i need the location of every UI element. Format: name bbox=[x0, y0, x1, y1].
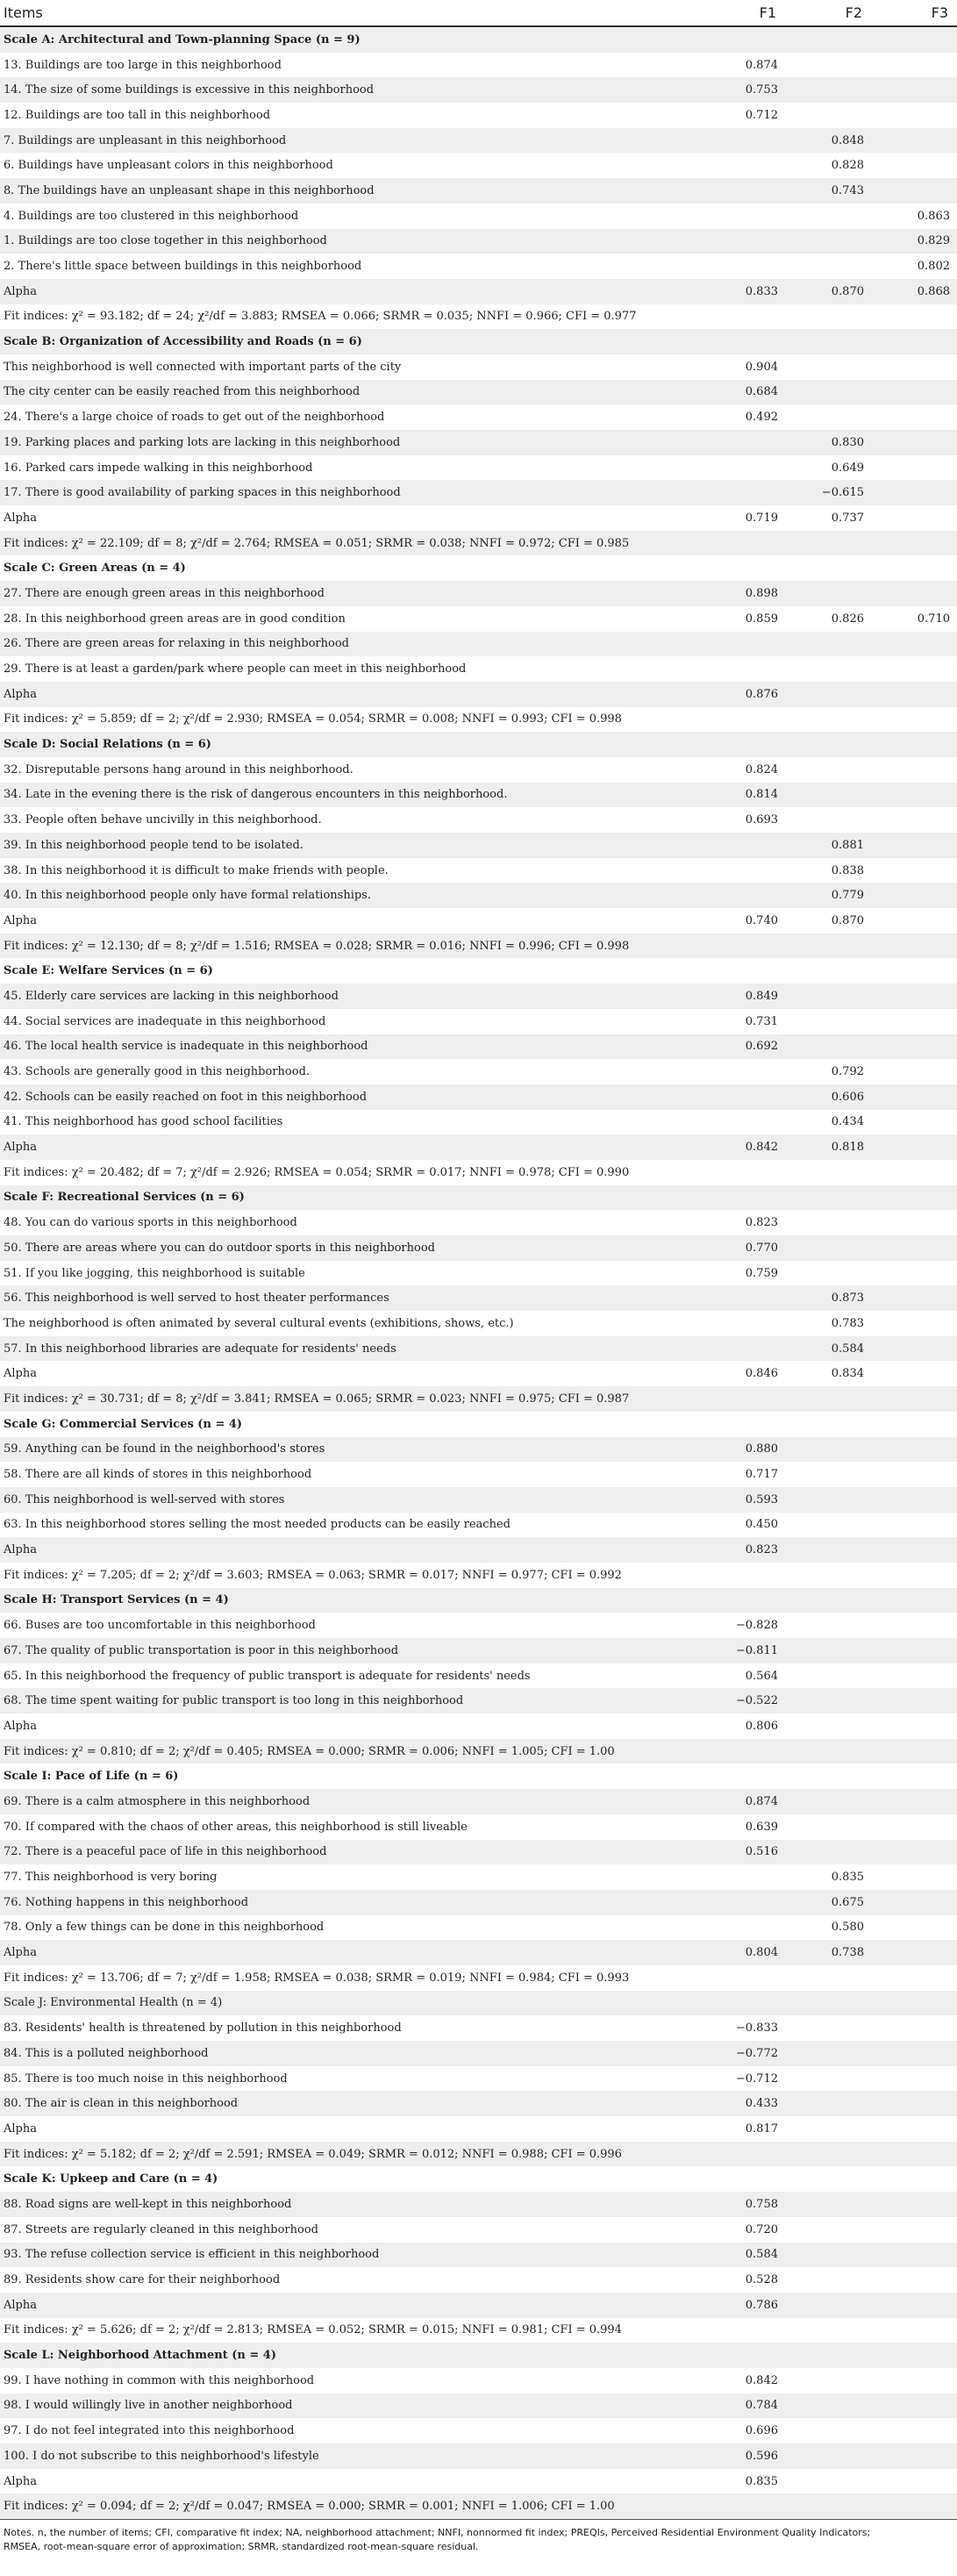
table-row bbox=[0, 455, 957, 481]
table-row bbox=[0, 254, 957, 279]
row-f1: −0.811 bbox=[735, 1643, 778, 1657]
row-f2: 0.870 bbox=[831, 913, 864, 927]
row-f1: 0.719 bbox=[745, 511, 778, 525]
row-f2: 0.838 bbox=[831, 863, 864, 877]
table-row bbox=[0, 2116, 957, 2142]
table-notes bbox=[0, 2519, 957, 2554]
scale-heading-row bbox=[0, 329, 957, 354]
row-f2: 0.779 bbox=[831, 889, 864, 903]
table-row bbox=[0, 1638, 957, 1664]
row-f1: 0.450 bbox=[745, 1518, 778, 1532]
row-f1: 0.740 bbox=[745, 913, 778, 927]
table-row bbox=[0, 833, 957, 858]
row-f2: 0.783 bbox=[831, 1316, 864, 1330]
row-item: Fit indices: χ² = 12.130; df = 8; χ²/df = 1.516; RMSEA = 0.028; SRMR = 0.016; NNFI = 0.996; CFI = 0.998 bbox=[4, 939, 630, 953]
row-item: Scale E: Welfare Services (n = 6) bbox=[4, 964, 213, 978]
scale-heading-row bbox=[0, 1185, 957, 1211]
row-f1: −0.828 bbox=[735, 1619, 778, 1633]
row-item: 27. There are enough green areas in this neighborhood bbox=[4, 586, 325, 600]
row-item: Scale B: Organization of Accessibility and Roads (n = 6) bbox=[4, 335, 362, 349]
row-item: 50. There are areas where you can do outdoor sports in this neighborhood bbox=[4, 1241, 435, 1255]
table-row bbox=[0, 505, 957, 531]
table-row bbox=[0, 2444, 957, 2469]
row-f1: 0.814 bbox=[745, 788, 778, 802]
header-items: Items bbox=[4, 4, 43, 21]
row-item: 6. Buildings have unpleasant colors in this neighborhood bbox=[4, 159, 333, 173]
fit-indices-row bbox=[0, 2142, 957, 2167]
fit-indices-row bbox=[0, 1160, 957, 1185]
row-f1: 0.874 bbox=[745, 58, 778, 72]
table-row bbox=[0, 380, 957, 405]
row-item: Fit indices: χ² = 0.810; df = 2; χ²/df = 0.405; RMSEA = 0.000; SRMR = 0.006; NNFI = 1.005; CFI = 1.00 bbox=[4, 1744, 615, 1758]
row-item: 34. Late in the evening there is the risk of dangerous encounters in this neighborhood. bbox=[4, 788, 508, 802]
row-f1: 0.824 bbox=[745, 762, 778, 776]
fit-indices-row bbox=[0, 1563, 957, 1588]
row-f1: 0.849 bbox=[745, 989, 778, 1003]
table-row bbox=[0, 581, 957, 606]
row-item: 93. The refuse collection service is efficient in this neighborhood bbox=[4, 2248, 380, 2262]
row-item: Alpha bbox=[4, 913, 37, 927]
header-f3: F3 bbox=[931, 4, 948, 21]
row-f1: 0.823 bbox=[745, 1216, 778, 1230]
row-item: 70. If compared with the chaos of other areas, this neighborhood is still liveable bbox=[4, 1820, 468, 1834]
scale-heading-row bbox=[0, 27, 957, 53]
row-item: Fit indices: χ² = 7.205; df = 2; χ²/df = 3.603; RMSEA = 0.063; SRMR = 0.017; NNFI = 0.977; CFI = 0.992 bbox=[4, 1568, 622, 1582]
row-f1: 0.528 bbox=[745, 2273, 778, 2287]
row-item: 65. In this neighborhood the frequency of public transport is adequate for residents' needs bbox=[4, 1669, 531, 1683]
row-item: 7. Buildings are unpleasant in this neighborhood bbox=[4, 133, 287, 147]
table-row bbox=[0, 858, 957, 884]
row-item: Scale G: Commercial Services (n = 4) bbox=[4, 1417, 243, 1431]
row-f3: 0.829 bbox=[917, 234, 950, 248]
header-f1: F1 bbox=[759, 4, 776, 21]
row-item: 59. Anything can be found in the neighborhood's stores bbox=[4, 1442, 325, 1456]
table-row bbox=[0, 1664, 957, 1689]
row-item: Scale K: Upkeep and Care (n = 4) bbox=[4, 2172, 218, 2186]
table-row bbox=[0, 1915, 957, 1941]
row-item: Fit indices: χ² = 22.109; df = 8; χ²/df = 2.764; RMSEA = 0.051; SRMR = 0.038; NNFI = 0.972; CFI = 0.985 bbox=[4, 536, 630, 550]
row-f1: 0.584 bbox=[745, 2248, 778, 2262]
table-row bbox=[0, 2469, 957, 2494]
table-row bbox=[0, 229, 957, 254]
table-row bbox=[0, 883, 957, 908]
row-item: 28. In this neighborhood green areas are in good condition bbox=[4, 612, 346, 626]
row-item: 68. The time spent waiting for public transport is too long in this neighborhood bbox=[4, 1694, 464, 1708]
table-row bbox=[0, 1059, 957, 1084]
row-item: The city center can be easily reached from this neighborhood bbox=[4, 385, 361, 399]
row-f1: 0.833 bbox=[745, 284, 778, 298]
row-item: 43. Schools are generally good in this neighborhood. bbox=[4, 1065, 311, 1079]
table-row bbox=[0, 2293, 957, 2318]
table-row bbox=[0, 153, 957, 178]
row-item: 42. Schools can be easily reached on foot in this neighborhood bbox=[4, 1090, 368, 1104]
row-f1: 0.712 bbox=[745, 108, 778, 122]
row-item: Alpha bbox=[4, 2298, 37, 2312]
row-f2: 0.881 bbox=[831, 838, 864, 852]
fit-indices-row bbox=[0, 1739, 957, 1764]
table-row bbox=[0, 2217, 957, 2243]
row-f1: 0.516 bbox=[745, 1845, 778, 1859]
row-item: 80. The air is clean in this neighborhood bbox=[4, 2097, 239, 2111]
scale-heading-row bbox=[0, 1764, 957, 1789]
table-row bbox=[0, 1009, 957, 1034]
table-row bbox=[0, 632, 957, 657]
row-item: Fit indices: χ² = 13.706; df = 7; χ²/df = 1.958; RMSEA = 0.038; SRMR = 0.019; NNFI = 0.984; CFI = 0.993 bbox=[4, 1971, 630, 1985]
scale-heading-row bbox=[0, 732, 957, 757]
table-row bbox=[0, 77, 957, 103]
row-item: 29. There is at least a garden/park where people can meet in this neighborhood bbox=[4, 662, 467, 676]
row-item: Scale L: Neighborhood Attachment (n = 4) bbox=[4, 2349, 276, 2363]
table-row bbox=[0, 2418, 957, 2444]
row-item: 48. You can do various sports in this neighborhood bbox=[4, 1216, 297, 1230]
table-row bbox=[0, 178, 957, 204]
row-item: 58. There are all kinds of stores in this neighborhood bbox=[4, 1468, 312, 1482]
table-row bbox=[0, 1789, 957, 1814]
fit-indices-row bbox=[0, 304, 957, 330]
table-row bbox=[0, 682, 957, 707]
row-f1: 0.731 bbox=[745, 1014, 778, 1028]
table-row bbox=[0, 1110, 957, 1135]
table-header bbox=[0, 0, 957, 25]
row-f1: 0.564 bbox=[745, 1669, 778, 1683]
row-f2: 0.606 bbox=[831, 1090, 864, 1104]
row-f2: 0.738 bbox=[831, 1946, 864, 1960]
row-f1: 0.593 bbox=[745, 1492, 778, 1506]
row-f3: 0.802 bbox=[917, 260, 950, 274]
row-item: 24. There's a large choice of roads to get out of the neighborhood bbox=[4, 411, 385, 425]
row-item: Scale F: Recreational Services (n = 6) bbox=[4, 1191, 245, 1205]
row-item: Fit indices: χ² = 5.182; df = 2; χ²/df = 2.591; RMSEA = 0.049; SRMR = 0.012; NNFI = 0.988; CFI = 0.996 bbox=[4, 2147, 622, 2161]
row-f2: 0.649 bbox=[831, 461, 864, 475]
row-f2: 0.873 bbox=[831, 1292, 864, 1306]
fit-indices-row bbox=[0, 934, 957, 959]
row-f2: 0.828 bbox=[831, 159, 864, 173]
table-row bbox=[0, 783, 957, 808]
row-f1: 0.880 bbox=[745, 1442, 778, 1456]
row-item: 60. This neighborhood is well-served with stores bbox=[4, 1492, 285, 1506]
row-item: Alpha bbox=[4, 2474, 37, 2488]
row-item: 2. There's little space between buildings in this neighborhood bbox=[4, 260, 362, 274]
table-row bbox=[0, 1613, 957, 1638]
fit-indices-row bbox=[0, 707, 957, 733]
row-item: Alpha bbox=[4, 1367, 37, 1381]
row-item: Fit indices: χ² = 20.482; df = 7; χ²/df = 2.926; RMSEA = 0.054; SRMR = 0.017; NNFI = 0.978; CFI = 0.990 bbox=[4, 1165, 630, 1179]
row-item: 17. There is good availability of parking spaces in this neighborhood bbox=[4, 486, 401, 500]
row-f1: −0.772 bbox=[735, 2046, 778, 2060]
row-item: 78. Only a few things can be done in this neighborhood bbox=[4, 1921, 325, 1935]
row-f3: 0.863 bbox=[917, 209, 950, 223]
row-f1: 0.786 bbox=[745, 2298, 778, 2312]
row-f1: −0.712 bbox=[735, 2072, 778, 2086]
row-item: 32. Disreputable persons hang around in this neighborhood. bbox=[4, 762, 354, 776]
scale-heading-row bbox=[0, 2166, 957, 2192]
row-f1: 0.692 bbox=[745, 1040, 778, 1054]
row-item: 41. This neighborhood has good school facilities bbox=[4, 1115, 283, 1129]
row-item: Alpha bbox=[4, 284, 37, 298]
row-item: Alpha bbox=[4, 511, 37, 525]
table-row bbox=[0, 606, 957, 632]
row-item: Scale J: Environmental Health (n = 4) bbox=[4, 1996, 223, 2010]
row-item: 76. Nothing happens in this neighborhood bbox=[4, 1895, 249, 1909]
table-row bbox=[0, 984, 957, 1009]
table-row bbox=[0, 2041, 957, 2066]
scale-heading-row bbox=[0, 2343, 957, 2368]
row-f2: 0.584 bbox=[831, 1342, 864, 1356]
table-row bbox=[0, 1840, 957, 1865]
row-f1: 0.898 bbox=[745, 586, 778, 600]
row-item: 14. The size of some buildings is excessive in this neighborhood bbox=[4, 83, 375, 97]
notes-line-2: RMSEA, root-mean-square error of approximation; SRMR, standardized root-mean-square residual. bbox=[4, 2541, 479, 2553]
row-item: 13. Buildings are too large in this neighborhood bbox=[4, 58, 282, 72]
row-item: 57. In this neighborhood libraries are adequate for residents' needs bbox=[4, 1342, 396, 1356]
fit-indices-row bbox=[0, 2494, 957, 2519]
scale-heading-row bbox=[0, 1991, 957, 2016]
scale-heading-row bbox=[0, 958, 957, 984]
row-item: 46. The local health service is inadequate in this neighborhood bbox=[4, 1040, 368, 1054]
table-row bbox=[0, 1890, 957, 1915]
row-item: The neighborhood is often animated by several cultural events (exhibitions, shows, etc.) bbox=[4, 1316, 514, 1330]
scale-heading-row bbox=[0, 1412, 957, 1437]
notes-line-1: Notes. n, the number of items; CFI, comparative fit index; NA, neighborhood attachment; NNFI, nonnormed fit index; PREQIs, Perceived Residential Environment Quality Indicators; bbox=[4, 2527, 871, 2539]
row-f1: 0.874 bbox=[745, 1794, 778, 1808]
row-item: Fit indices: χ² = 5.859; df = 2; χ²/df = 2.930; RMSEA = 0.054; SRMR = 0.008; NNFI = 0.993; CFI = 0.998 bbox=[4, 712, 622, 726]
row-item: 88. Road signs are well-kept in this neighborhood bbox=[4, 2197, 292, 2211]
row-f2: 0.792 bbox=[831, 1065, 864, 1079]
table-row bbox=[0, 2394, 957, 2419]
table-row bbox=[0, 354, 957, 380]
table-row bbox=[0, 1814, 957, 1840]
row-f3: 0.868 bbox=[917, 284, 950, 298]
row-item: 83. Residents' health is threatened by pollution in this neighborhood bbox=[4, 2021, 402, 2036]
table-row bbox=[0, 204, 957, 229]
row-item: Alpha bbox=[4, 687, 37, 701]
table-row bbox=[0, 480, 957, 505]
table-row bbox=[0, 1311, 957, 1336]
row-item: 26. There are green areas for relaxing in this neighborhood bbox=[4, 637, 349, 651]
row-item: 66. Buses are too uncomfortable in this neighborhood bbox=[4, 1619, 316, 1633]
table-row bbox=[0, 1864, 957, 1890]
row-item: 39. In this neighborhood people tend to be isolated. bbox=[4, 838, 304, 852]
row-item: 85. There is too much noise in this neighborhood bbox=[4, 2072, 288, 2086]
fit-indices-row bbox=[0, 1965, 957, 1991]
row-item: 1. Buildings are too close together in this neighborhood bbox=[4, 234, 327, 248]
row-f1: −0.522 bbox=[735, 1694, 778, 1708]
table-row bbox=[0, 1210, 957, 1235]
table-row bbox=[0, 1513, 957, 1538]
table-row bbox=[0, 1714, 957, 1739]
table-row bbox=[0, 103, 957, 128]
row-f2: 0.835 bbox=[831, 1871, 864, 1885]
row-f2: 0.848 bbox=[831, 133, 864, 147]
row-item: Alpha bbox=[4, 1141, 37, 1155]
row-f1: 0.823 bbox=[745, 1543, 778, 1557]
table-row bbox=[0, 279, 957, 304]
row-f2: 0.434 bbox=[831, 1115, 864, 1129]
row-item: 72. There is a peaceful pace of life in this neighborhood bbox=[4, 1845, 327, 1859]
row-f2: 0.675 bbox=[831, 1895, 864, 1909]
table-row bbox=[0, 1537, 957, 1563]
row-item: 16. Parked cars impede walking in this neighborhood bbox=[4, 461, 313, 475]
row-f1: 0.758 bbox=[745, 2197, 778, 2211]
table-row bbox=[0, 1034, 957, 1060]
table-row bbox=[0, 1134, 957, 1160]
row-item: 67. The quality of public transportation is poor in this neighborhood bbox=[4, 1643, 399, 1657]
fit-indices-row bbox=[0, 2318, 957, 2343]
row-item: This neighborhood is well connected with important parts of the city bbox=[4, 360, 402, 374]
row-item: Alpha bbox=[4, 1946, 37, 1960]
row-item: 69. There is a calm atmosphere in this neighborhood bbox=[4, 1794, 311, 1808]
row-item: 12. Buildings are too tall in this neighborhood bbox=[4, 108, 271, 122]
row-item: Scale D: Social Relations (n = 6) bbox=[4, 738, 211, 752]
row-item: 97. I do not feel integrated into this neighborhood bbox=[4, 2424, 295, 2438]
row-item: 77. This neighborhood is very boring bbox=[4, 1871, 218, 1885]
row-f2: 0.870 bbox=[831, 284, 864, 298]
row-item: 45. Elderly care services are lacking in this neighborhood bbox=[4, 989, 339, 1003]
row-f1: 0.684 bbox=[745, 385, 778, 399]
row-f1: 0.784 bbox=[745, 2399, 778, 2413]
row-f1: 0.759 bbox=[745, 1266, 778, 1280]
row-f1: 0.639 bbox=[745, 1820, 778, 1834]
row-item: Alpha bbox=[4, 2122, 37, 2136]
table-row bbox=[0, 1261, 957, 1286]
scale-heading-row bbox=[0, 1588, 957, 1614]
row-f1: 0.835 bbox=[745, 2474, 778, 2488]
row-item: 84. This is a polluted neighborhood bbox=[4, 2046, 209, 2060]
table-row bbox=[0, 2015, 957, 2041]
table-row bbox=[0, 1361, 957, 1386]
row-item: 87. Streets are regularly cleaned in this neighborhood bbox=[4, 2222, 318, 2236]
row-f1: 0.859 bbox=[745, 612, 778, 626]
table-row bbox=[0, 1336, 957, 1362]
table-row bbox=[0, 2192, 957, 2217]
row-f1: 0.904 bbox=[745, 360, 778, 374]
row-f2: 0.818 bbox=[831, 1141, 864, 1155]
row-item: 99. I have nothing in common with this neighborhood bbox=[4, 2373, 315, 2387]
row-f2: 0.834 bbox=[831, 1367, 864, 1381]
row-f1: 0.770 bbox=[745, 1241, 778, 1255]
row-item: Scale I: Pace of Life (n = 6) bbox=[4, 1770, 179, 1784]
table-row bbox=[0, 2091, 957, 2116]
row-item: Fit indices: χ² = 0.094; df = 2; χ²/df = 0.047; RMSEA = 0.000; SRMR = 0.001; NNFI = 1.006; CFI = 1.00 bbox=[4, 2500, 615, 2514]
row-f1: 0.433 bbox=[745, 2097, 778, 2111]
row-item: Alpha bbox=[4, 1719, 37, 1733]
row-item: Alpha bbox=[4, 1543, 37, 1557]
table-row bbox=[0, 807, 957, 833]
row-item: 51. If you like jogging, this neighborhood is suitable bbox=[4, 1266, 305, 1280]
row-item: 4. Buildings are too clustered in this neighborhood bbox=[4, 209, 299, 223]
scale-heading-row bbox=[0, 555, 957, 581]
row-f1: 0.806 bbox=[745, 1719, 778, 1733]
table-row bbox=[0, 656, 957, 682]
table-row bbox=[0, 1084, 957, 1110]
row-f1: −0.833 bbox=[735, 2021, 778, 2036]
row-item: 44. Social services are inadequate in this neighborhood bbox=[4, 1014, 326, 1028]
table-row bbox=[0, 1437, 957, 1463]
row-f1: 0.696 bbox=[745, 2424, 778, 2438]
table-row bbox=[0, 2368, 957, 2394]
row-f2: 0.737 bbox=[831, 511, 864, 525]
row-item: 89. Residents show care for their neighborhood bbox=[4, 2273, 281, 2287]
row-item: Fit indices: χ² = 5.626; df = 2; χ²/df = 2.813; RMSEA = 0.052; SRMR = 0.015; NNFI = 0.981; CFI = 0.994 bbox=[4, 2323, 622, 2337]
table-row bbox=[0, 1487, 957, 1513]
row-f1: 0.846 bbox=[745, 1367, 778, 1381]
fit-indices-row bbox=[0, 1386, 957, 1412]
row-f1: 0.596 bbox=[745, 2449, 778, 2463]
row-f2: 0.743 bbox=[831, 183, 864, 197]
table-row bbox=[0, 2066, 957, 2092]
row-item: Fit indices: χ² = 30.731; df = 8; χ²/df = 3.841; RMSEA = 0.065; SRMR = 0.023; NNFI = 0.975; CFI = 0.987 bbox=[4, 1392, 630, 1406]
header-f2: F2 bbox=[845, 4, 862, 21]
row-f1: 0.753 bbox=[745, 83, 778, 97]
row-f1: 0.817 bbox=[745, 2122, 778, 2136]
row-item: 63. In this neighborhood stores selling the most needed products can be easily reached bbox=[4, 1518, 511, 1532]
row-item: Fit indices: χ² = 93.182; df = 24; χ²/df = 3.883; RMSEA = 0.066; SRMR = 0.035; NNFI = 0.966; CFI = 0.977 bbox=[4, 310, 637, 324]
table-row bbox=[0, 757, 957, 783]
row-item: 33. People often behave uncivilly in this neighborhood. bbox=[4, 813, 322, 827]
table-body bbox=[0, 27, 957, 2519]
row-f3: 0.710 bbox=[917, 612, 950, 626]
row-item: Scale H: Transport Services (n = 4) bbox=[4, 1593, 229, 1607]
table-row bbox=[0, 2243, 957, 2268]
table-row bbox=[0, 430, 957, 455]
row-f2: −0.615 bbox=[821, 486, 864, 500]
row-f2: 0.580 bbox=[831, 1921, 864, 1935]
table-row bbox=[0, 908, 957, 934]
table-row bbox=[0, 1462, 957, 1487]
row-item: 8. The buildings have an unpleasant shape in this neighborhood bbox=[4, 183, 375, 197]
row-item: Scale C: Green Areas (n = 4) bbox=[4, 562, 186, 576]
row-item: 98. I would willingly live in another neighborhood bbox=[4, 2399, 293, 2413]
row-f1: 0.876 bbox=[745, 687, 778, 701]
table-row bbox=[0, 53, 957, 78]
row-item: 40. In this neighborhood people only have formal relationships. bbox=[4, 889, 371, 903]
table-row bbox=[0, 2267, 957, 2293]
table-row bbox=[0, 1940, 957, 1965]
row-item: 100. I do not subscribe to this neighborhood's lifestyle bbox=[4, 2449, 319, 2463]
table-row bbox=[0, 1235, 957, 1261]
row-f1: 0.720 bbox=[745, 2222, 778, 2236]
row-f1: 0.842 bbox=[745, 1141, 778, 1155]
row-f1: 0.492 bbox=[745, 411, 778, 425]
table-row bbox=[0, 1285, 957, 1311]
row-item: 19. Parking places and parking lots are lacking in this neighborhood bbox=[4, 435, 401, 449]
row-f2: 0.826 bbox=[831, 612, 864, 626]
row-f1: 0.842 bbox=[745, 2373, 778, 2387]
row-f2: 0.830 bbox=[831, 435, 864, 449]
row-item: Scale A: Architectural and Town-planning Space (n = 9) bbox=[4, 32, 361, 47]
row-f1: 0.693 bbox=[745, 813, 778, 827]
fit-indices-row bbox=[0, 531, 957, 556]
row-item: 38. In this neighborhood it is difficult to make friends with people. bbox=[4, 863, 389, 877]
row-f1: 0.804 bbox=[745, 1946, 778, 1960]
row-item: 56. This neighborhood is well served to host theater performances bbox=[4, 1292, 389, 1306]
table-row bbox=[0, 404, 957, 430]
table-row bbox=[0, 128, 957, 154]
row-f1: 0.717 bbox=[745, 1468, 778, 1482]
table-row bbox=[0, 1688, 957, 1714]
